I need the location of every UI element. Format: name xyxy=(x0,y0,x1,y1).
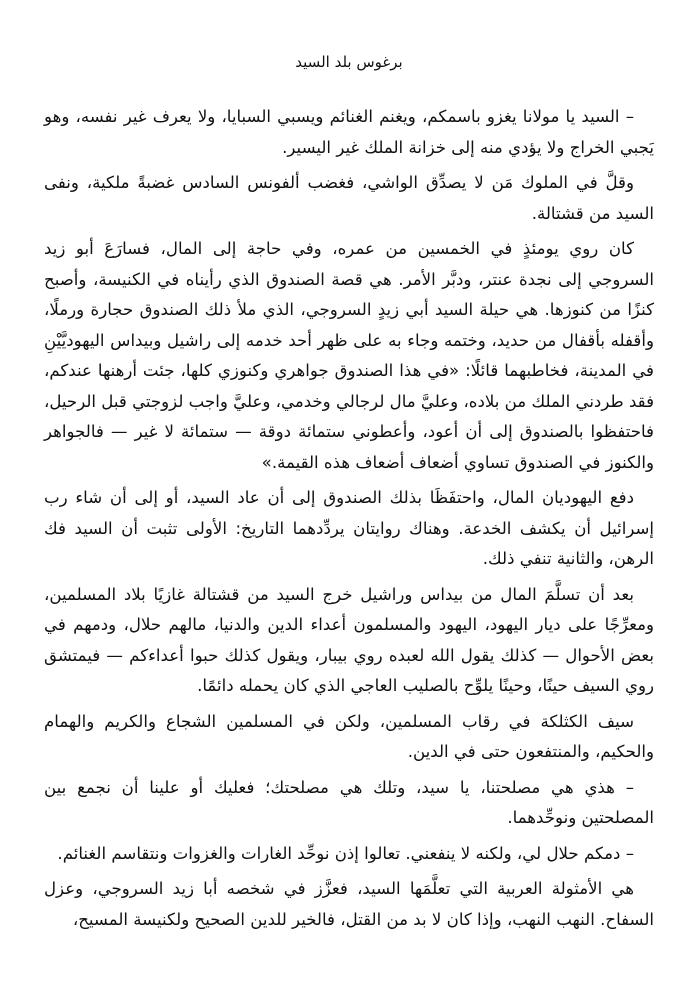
paragraph-3: كان روي يومئذٍ في الخمسين من عمره، وفي حاجة إلى المال، فسارَعَ أبو زيد السروجي إلى نجدة عنتر، ودبَّر الأمر. هي قصة الصندوق الذي رأيناه في الكنيسة، وأصبح كنزًا من كنوزها. هي حيلة السيد أبي زيدٍ السروجي، الذي ملأ ذلك الصندوق حجارة ورملًا، وأقفله بأقفال من حديد، وختمه وجاء به على ظهر أحد خدمه إلى راشيل وبيداس اليهوديَّيْنِ في المدينة، فخاطبهما قائلًا: «في هذا الصندوق جواهري وكنوزي كلها، جئت أرهنها عندكم، فقد طردني الملك من بلاده، وعليَّ مال لرجالي وخدمي، وعليَّ واجب لزوجتي قبل الرحيل، فاحتفظوا بالصندوق إلى أن أعود، وأعطوني ستمائة دوقة — ستمائة لا غير — فالجواهر والكنوز في الصندوق تساوي أضعاف أضعاف هذه القيمة.» xyxy=(44,239,654,472)
running-head: برغوس بلد السيد xyxy=(295,53,403,71)
paragraph-1: – السيد يا مولانا يغزو باسمكم، ويغنم الغنائم ويسبي السبايا، ولا يعرف غير نفسه، وهو يَجبي الخراج ولا يؤدي منه إلى خزانة الملك غير اليسير. xyxy=(44,107,654,157)
paragraph-9: هي الأمثولة العربية التي تعلَّمَها السيد، فعزَّز في شخصه أبا زيد السروجي، وعزل السفاح. النهب النهب، وإذا كان لا بد من القتل، فالخير للدين الصحيح ولكنيسة المسيح، xyxy=(44,879,654,929)
paragraph-5: بعد أن تسلَّمَ المال من بيداس وراشيل خرج السيد من قشتالة غازيًا بلاد المسلمين، ومعرِّجًا على ديار اليهود، اليهود والمسلمون أعداء الدين والدنيا، مالهم حلال، ودمهم في بعض الأحوال — كذلك يقول الله لعبده روي بيبار، ويقول كذلك حبوا أعداءكم — فيمتشق روي السيف حينًا، وحينًا يلوِّح بالصليب العاجي الذي كان يحمله دائمًا. xyxy=(44,584,654,695)
paragraph-4: دفع اليهوديان المال، واحتفَظَا بذلك الصندوق إلى أن عاد السيد، أو إلى أن شاء رب إسرائيل أن يكشف الخدعة. وهناك روايتان يردِّدهما التاريخ: الأولى تثبت أن السيد فك الرهن، والثانية تنفي ذلك. xyxy=(44,488,654,568)
paragraph-8: – دمكم حلال لي، ولكنه لا ينفعني. تعالوا إذن نوحِّد الغارات والغزوات ونتقاسم الغنائم. xyxy=(57,843,634,863)
paragraph-6: سيف الكثلكة في رقاب المسلمين، ولكن في المسلمين الشجاع والكريم والهمام والحكيم، والمنتفعون حتى في الدين. xyxy=(44,711,654,761)
paragraph-2: وقلَّ في الملوك مَن لا يصدِّق الواشي، فغضب ألفونس السادس غضبةً ملكية، ونفى السيد من قشتالة. xyxy=(44,173,654,223)
paragraph-7: – هذي هي مصلحتنا، يا سيد، وتلك هي مصلحتك؛ فعليك أو علينا أن نجمع بين المصلحتين ونوحِّدهما. xyxy=(44,777,654,827)
body-text xyxy=(44,102,654,935)
